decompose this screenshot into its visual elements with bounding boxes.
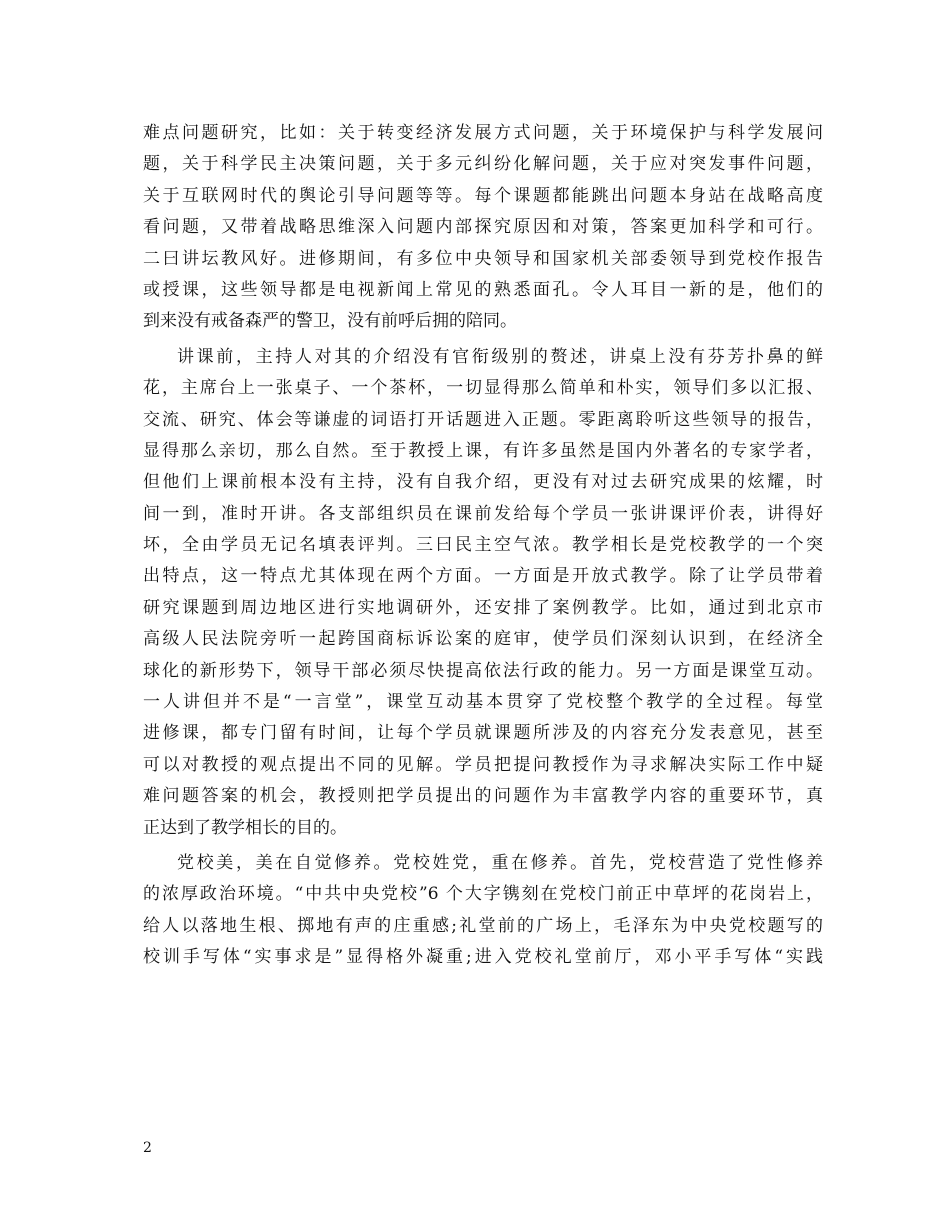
text-line: 难问题答案的机会，教授则把学员提出的问题作为丰富教学内容的重要环节，真 — [143, 786, 823, 807]
text-line: 高级人民法院旁听一起跨国商标诉讼案的庭审，使学员们深刻认识到，在经济全 — [143, 629, 823, 650]
text-line: 到来没有戒备森严的警卫，没有前呼后拥的陪同。 — [143, 311, 517, 332]
text-line: 正达到了教学相长的目的。 — [143, 817, 347, 838]
text-line: 给人以落地生根、掷地有声的庄重感;礼堂前的广场上，毛泽东为中央党校题写的 — [143, 915, 823, 936]
text-line: 关于互联网时代的舆论引导问题等等。每个课题都能跳出问题本身站在战略高度 — [143, 185, 823, 206]
paragraph — [143, 848, 823, 974]
page-number: 2 — [143, 1140, 152, 1156]
text-line: 花，主席台上一张桌子、一个茶杯，一切显得那么简单和朴实，领导们多以汇报、 — [143, 378, 823, 399]
text-line: 交流、研究、体会等谦虚的词语打开话题进入正题。零距离聆听这些领导的报告， — [143, 409, 823, 430]
text-line: 的浓厚政治环境。“中共中央党校”6 个大字镌刻在党校门前正中草坪的花岗岩上， — [143, 884, 823, 905]
text-line: 一人讲但并不是“一言堂”，课堂互动基本贯穿了党校整个教学的全过程。每堂 — [143, 692, 823, 713]
text-line: 间一到，准时开讲。各支部组织员在课前发给每个学员一张讲课评价表，讲得好 — [143, 503, 823, 524]
body-text — [143, 118, 823, 974]
text-line: 讲课前，主持人对其的介绍没有官衔级别的赘述，讲桌上没有芬芳扑鼻的鲜 — [177, 346, 823, 367]
text-line: 坏，全由学员无记名填表评判。三曰民主空气浓。教学相长是党校教学的一个突 — [143, 535, 823, 556]
text-line: 党校美，美在自觉修养。党校姓党，重在修养。首先，党校营造了党性修养 — [177, 852, 823, 873]
paragraph — [143, 342, 823, 844]
text-line: 但他们上课前根本没有主持，没有自我介绍，更没有对过去研究成果的炫耀，时 — [143, 472, 823, 493]
text-line: 二曰讲坛教风好。进修期间，有多位中央领导和国家机关部委领导到党校作报告 — [143, 248, 823, 269]
text-line: 校训手写体“实事求是”显得格外凝重;进入党校礼堂前厅，邓小平手写体“实践 — [143, 947, 823, 968]
text-line: 或授课，这些领导都是电视新闻上常见的熟悉面孔。令人耳目一新的是，他们的 — [143, 279, 823, 300]
text-line: 出特点，这一特点尤其体现在两个方面。一方面是开放式教学。除了让学员带着 — [143, 566, 823, 587]
text-line: 显得那么亲切，那么自然。至于教授上课，有许多虽然是国内外著名的专家学者， — [143, 440, 823, 461]
text-line: 题，关于科学民主决策问题，关于多元纠纷化解问题，关于应对突发事件问题， — [143, 154, 823, 175]
text-line: 球化的新形势下，领导干部必须尽快提高依法行政的能力。另一方面是课堂互动。 — [143, 660, 823, 681]
text-line: 进修课，都专门留有时间，让每个学员就课题所涉及的内容充分发表意见，甚至 — [143, 723, 823, 744]
text-line: 看问题，又带着战略思维深入问题内部探究原因和对策，答案更加科学和可行。 — [143, 217, 823, 238]
text-line: 难点问题研究，比如：关于转变经济发展方式问题，关于环境保护与科学发展问 — [143, 123, 823, 143]
text-line: 可以对教授的观点提出不同的见解。学员把提问教授作为寻求解决实际工作中疑 — [143, 754, 823, 775]
paragraph — [143, 118, 823, 338]
text-line: 研究课题到周边地区进行实地调研外，还安排了案例教学。比如，通过到北京市 — [143, 597, 823, 618]
